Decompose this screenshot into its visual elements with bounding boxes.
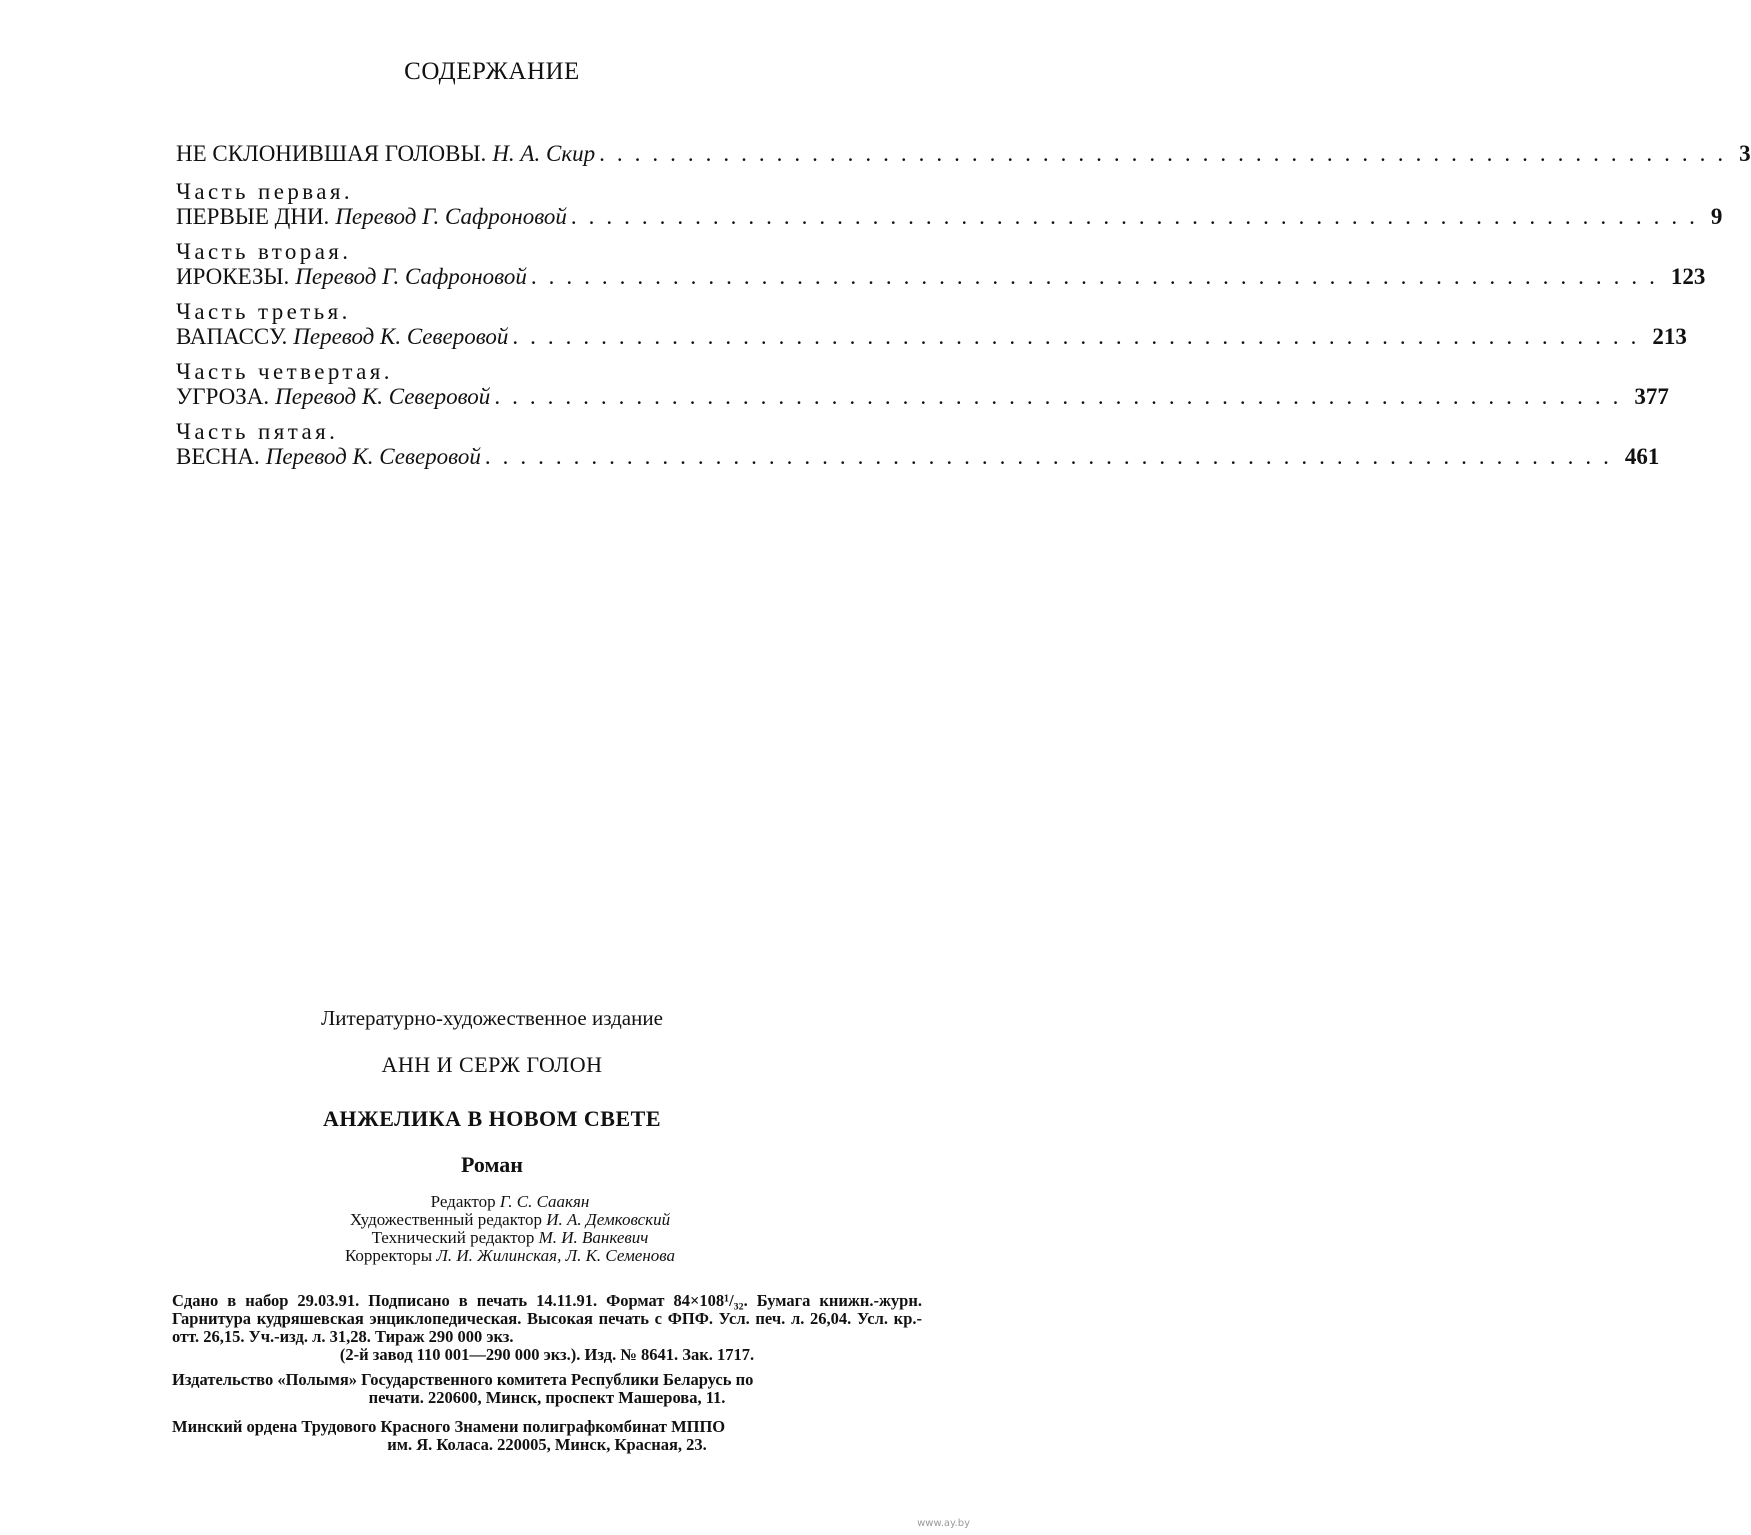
- print-info: Сдано в набор 29.03.91. Подписано в печать 14.11.91. Формат 84×108¹/₃₂. Бумага книжн.-журн. Гарнитура кудряшевская энциклопедическая. Высокая печать с ФПФ. Усл. печ. л. 26,04. Усл. кр.-отт. 26,15. Уч.-изд. л. 31,28. Тираж 290 000 экз.: [172, 1291, 922, 1346]
- toc-title: ПЕРВЫЕ ДНИ.: [176, 204, 330, 229]
- staff-line: [250, 1211, 770, 1229]
- book-genre: Роман: [461, 1152, 523, 1177]
- toc-title: УГРОЗА.: [176, 384, 270, 409]
- dot-leader: ................................................................: [530, 264, 1667, 289]
- toc-entry: [176, 239, 1706, 290]
- toc-page-number: 123: [1670, 264, 1706, 289]
- book-title: АНЖЕЛИКА В НОВОМ СВЕТЕ: [322, 1106, 661, 1131]
- table-of-contents: [176, 140, 1751, 480]
- toc-line: [176, 383, 1669, 410]
- toc-entry: [176, 359, 1669, 410]
- publisher-info: [172, 1371, 922, 1407]
- toc-title: НЕ СКЛОНИВШАЯ ГОЛОВЫ.: [176, 141, 487, 166]
- toc-line: [176, 140, 1751, 167]
- staff-line: [250, 1193, 770, 1211]
- staff-name: Л. И. Жилинская, Л. К. Семенова: [436, 1246, 676, 1265]
- staff-role: Технический редактор: [371, 1228, 535, 1247]
- toc-line: [176, 263, 1706, 290]
- staff-name: И. А. Демковский: [546, 1210, 671, 1229]
- staff-role: Редактор: [430, 1192, 496, 1211]
- dot-leader: ................................................................: [484, 444, 1621, 469]
- staff-name: Г. С. Саакян: [499, 1192, 590, 1211]
- staff-role: Корректоры: [344, 1246, 433, 1265]
- dot-leader: ................................................................: [570, 204, 1707, 229]
- toc-author: Перевод К. Северовой: [293, 324, 509, 349]
- toc-entry: [176, 140, 1751, 167]
- toc-title: ВЕСНА.: [176, 444, 260, 469]
- toc-page-number: 377: [1634, 384, 1669, 409]
- toc-title: ИРОКЕЗЫ.: [176, 264, 290, 289]
- dot-leader: ................................................................: [599, 141, 1736, 166]
- toc-part-label: Часть первая.: [176, 179, 353, 204]
- toc-author: Перевод Г. Сафроновой: [335, 204, 567, 229]
- book-authors: АНН И СЕРЖ ГОЛОН: [381, 1052, 603, 1077]
- dot-leader: ................................................................: [512, 324, 1649, 349]
- toc-part-label: Часть четвертая.: [176, 359, 393, 384]
- toc-page-number: 461: [1624, 444, 1660, 469]
- print-details: [172, 1292, 922, 1364]
- toc-entry: [176, 419, 1660, 470]
- site-watermark: www.ay.by: [917, 1518, 970, 1529]
- staff-role: Художественный редактор: [349, 1210, 542, 1229]
- publisher-line: Издательство «Полымя» Государственного комитета Республики Беларусь по: [172, 1370, 754, 1389]
- editorial-staff: [250, 1193, 770, 1265]
- toc-page-number: 3: [1739, 141, 1751, 166]
- toc-author: Н. А. Скир: [492, 141, 596, 166]
- dot-leader: ................................................................: [494, 384, 1631, 409]
- contents-heading: СОДЕРЖАНИЕ: [404, 58, 580, 85]
- publisher-address: печати. 220600, Минск, проспект Машерова, 11.: [368, 1388, 726, 1407]
- toc-line: [176, 203, 1723, 230]
- toc-page-number: 213: [1652, 324, 1687, 349]
- staff-line: [250, 1247, 770, 1265]
- staff-line: [250, 1229, 770, 1247]
- print-info-continued: (2-й завод 110 001—290 000 экз.). Изд. № 8641. Зак. 1717.: [339, 1345, 755, 1364]
- toc-line: [176, 323, 1687, 350]
- toc-title: ВАПАССУ.: [176, 324, 288, 349]
- toc-part-label: Часть пятая.: [176, 419, 339, 444]
- toc-author: Перевод К. Северовой: [265, 444, 481, 469]
- printer-line: Минский ордена Трудового Красного Знамени полиграфкомбинат МППО: [172, 1417, 726, 1436]
- toc-author: Перевод К. Северовой: [275, 384, 491, 409]
- toc-author: Перевод Г. Сафроновой: [295, 264, 527, 289]
- toc-part-label: Часть вторая.: [176, 239, 352, 264]
- printer-address: им. Я. Коласа. 220005, Минск, Красная, 23.: [387, 1435, 707, 1454]
- toc-entry: [176, 299, 1687, 350]
- toc-part-label: Часть третья.: [176, 299, 351, 324]
- toc-page-number: 9: [1710, 204, 1723, 229]
- staff-name: М. И. Ванкевич: [538, 1228, 649, 1247]
- toc-entry: [176, 179, 1723, 230]
- edition-type: Литературно-художественное издание: [321, 1006, 663, 1030]
- printer-info: [172, 1418, 922, 1454]
- toc-line: [176, 443, 1660, 470]
